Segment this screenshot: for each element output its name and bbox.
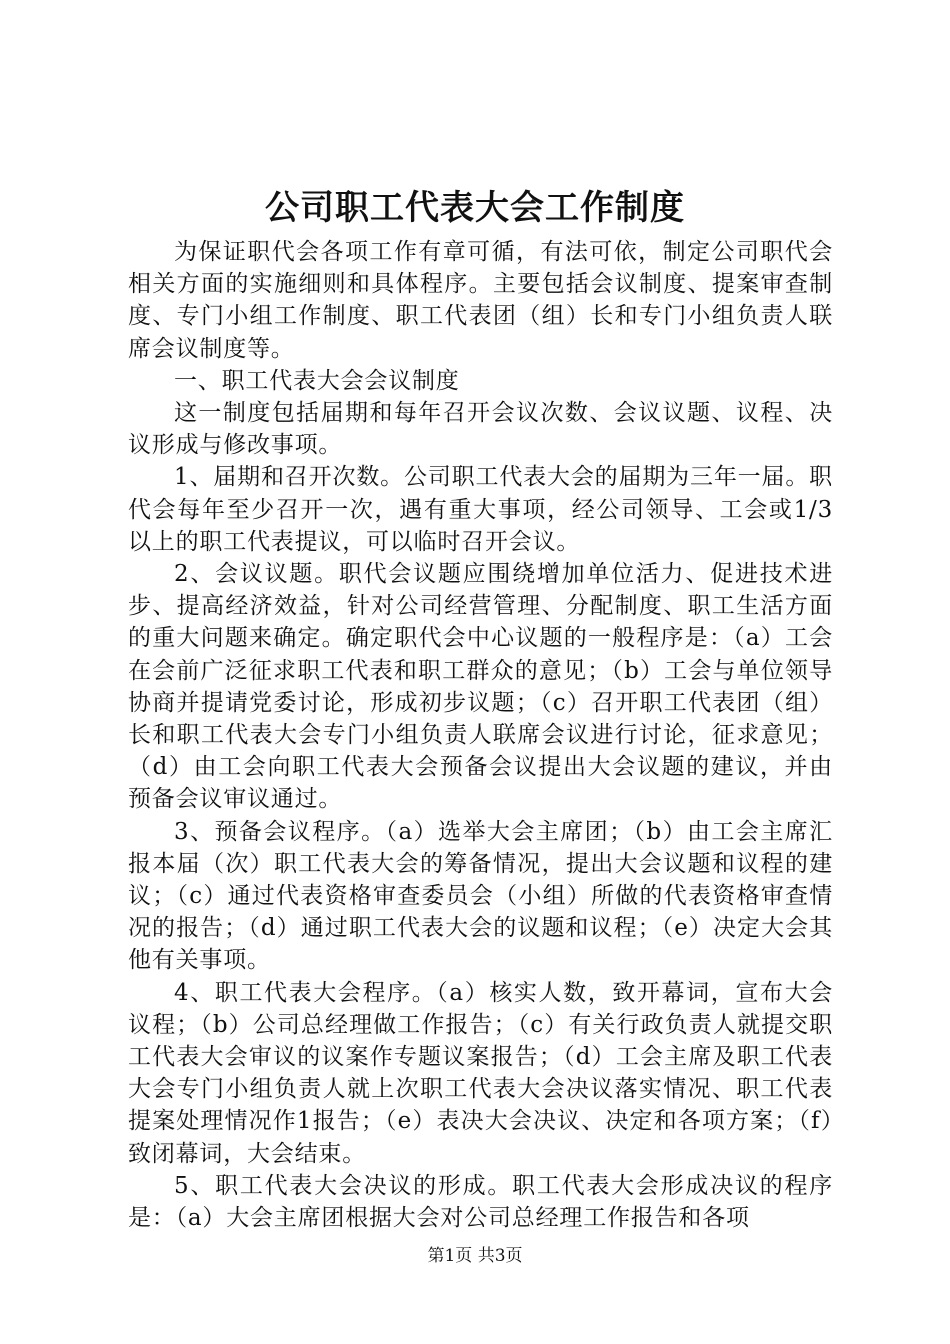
document-body <box>128 236 833 1234</box>
document-title: 公司职工代表大会工作制度 <box>265 188 685 228</box>
paragraph-item-2: 2、会议议题。职代会议题应围绕增加单位活力、促进技术进步、提高经济效益，针对公司经营管理、分配制度、职工生活方面的重大问题来确定。确定职代会中心议题的一般程序是：（a）工会在会前广泛征求职工代表和职工群众的意见；（b）工会与单位领导协商并提请党委讨论，形成初步议题；（c）召开职工代表团（组）长和职工代表大会专门小组负责人联席会议进行讨论，征求意见；（d）由工会向职工代表大会预备会议提出大会议题的建议，并由预备会议审议通过。 <box>128 561 833 813</box>
paragraph-section-intro: 这一制度包括届期和每年召开会议次数、会议议题、议程、决议形成与修改事项。 <box>128 400 833 459</box>
page-number: 第1页 共3页 <box>427 1246 523 1266</box>
paragraph-intro: 为保证职代会各项工作有章可循，有法可依，制定公司职代会相关方面的实施细则和具体程序。主要包括会议制度、提案审查制度、专门小组工作制度、职工代表团（组）长和专门小组负责人联席会议制度等。 <box>128 239 833 362</box>
paragraph-item-5: 5、职工代表大会决议的形成。职工代表大会形成决议的程序是：（a）大会主席团根据大会对公司总经理工作报告和各项 <box>128 1172 833 1232</box>
section-heading: 一、职工代表大会会议制度 <box>174 367 460 394</box>
paragraph-item-1: 1、届期和召开次数。公司职工代表大会的届期为三年一届。职代会每年至少召开一次，遇有重大事项，经公司领导、工会或1/3以上的职工代表提议，可以临时召开会议。 <box>128 464 833 555</box>
paragraph-item-3: 3、预备会议程序。（a）选举大会主席团；（b）由工会主席汇报本届（次）职工代表大会的筹备情况，提出大会议题和议程的建议；（c）通过代表资格审查委员会（小组）所做的代表资格审查情况的报告；（d）通过职工代表大会的议题和议程；（e）决定大会其他有关事项。 <box>128 818 833 974</box>
paragraph-item-4: 4、职工代表大会程序。（a）核实人数，致开幕词，宣布大会议程；（b）公司总经理做工作报告；（c）有关行政负责人就提交职工代表大会审议的议案作专题议案报告；（d）工会主席及职工代表大会专门小组负责人就上次职工代表大会决议落实情况、职工代表提案处理情况作1报告；（e）表决大会决议、决定和各项方案；（f）致闭幕词，大会结束。 <box>128 979 833 1167</box>
